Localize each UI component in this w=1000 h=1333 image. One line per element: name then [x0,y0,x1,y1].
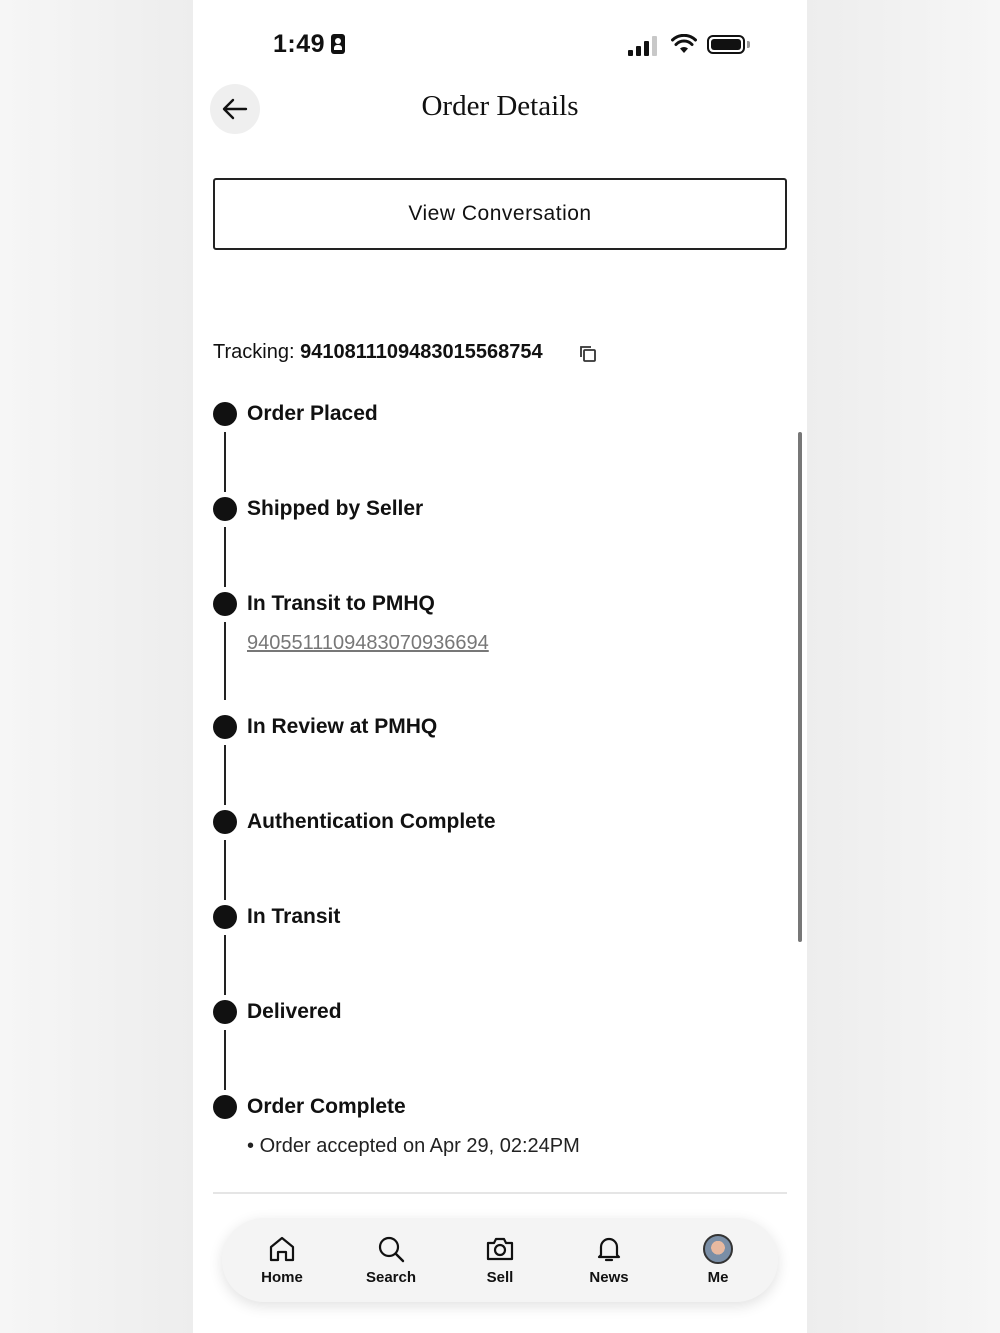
search-icon [376,1234,406,1264]
scrollbar[interactable] [798,432,802,942]
step-dot [213,715,237,739]
step-dot [213,1095,237,1119]
battery-icon [707,35,745,54]
tab-label: Home [261,1269,303,1286]
signal-icon [628,36,660,56]
tracking-info [213,341,543,364]
step-dot [213,905,237,929]
tab-label: News [589,1269,629,1286]
tracking-label: Tracking: [213,341,295,363]
page-title: Order Details [421,90,579,122]
bell-icon [594,1234,624,1264]
view-conversation-button[interactable]: View Conversation [213,178,787,250]
tab-label: Me [707,1269,729,1286]
step-label: In Transit [247,905,341,928]
step-dot [213,1000,237,1024]
background-left [0,0,193,1333]
step-dot [213,810,237,834]
tab-sell[interactable] [450,1218,550,1302]
wifi-icon [671,34,697,54]
step-label: Order Complete [247,1095,406,1118]
step-label: Authentication Complete [247,810,496,833]
step-label: In Review at PMHQ [247,715,438,738]
copy-icon[interactable] [578,344,598,364]
step-dot [213,497,237,521]
camera-icon [485,1234,515,1264]
tab-search[interactable] [341,1218,441,1302]
background-right [807,0,1000,1333]
tab-label: Sell [486,1269,514,1286]
step-dot [213,402,237,426]
bottom-tab-bar [222,1218,778,1302]
tracking-number: 9410811109483015568754 [300,341,543,363]
tab-news[interactable] [559,1218,659,1302]
avatar [703,1234,733,1264]
status-time: 1:49 [273,30,345,59]
order-complete-note: • Order accepted on Apr 29, 02:24PM [247,1135,580,1157]
step-dot [213,592,237,616]
divider [213,1192,787,1194]
tab-me[interactable] [668,1218,768,1302]
contact-card-icon [331,34,345,54]
step-label: Order Placed [247,402,378,425]
phone-screen [193,0,807,1333]
tab-home[interactable] [232,1218,332,1302]
step-label: Shipped by Seller [247,497,424,520]
tab-label: Search [365,1269,417,1286]
step-label: In Transit to PMHQ [247,592,435,615]
step-label: Delivered [247,1000,342,1023]
inbound-tracking-link[interactable]: 9405511109483070936694 [247,632,489,654]
home-icon [267,1234,297,1264]
